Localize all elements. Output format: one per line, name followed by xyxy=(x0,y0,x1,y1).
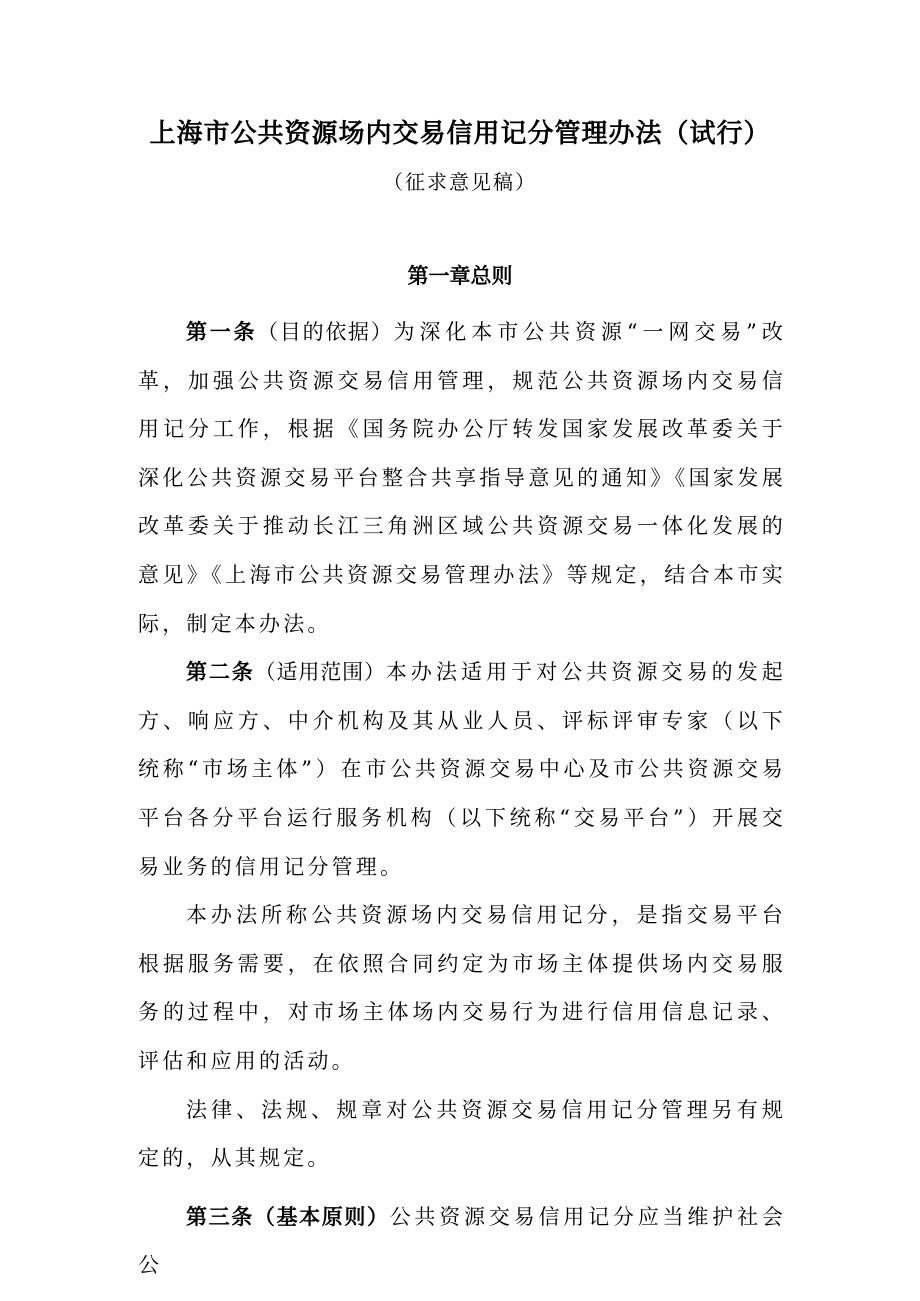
article-2-label: 第二条 xyxy=(186,660,255,685)
article-1-heading: （目的依据） xyxy=(257,320,394,344)
document-body xyxy=(138,308,786,1290)
article-3-label: 第三条 xyxy=(186,1204,254,1229)
article-3-text: 公共资源交易信用记分应当维护社会公 xyxy=(138,1204,787,1278)
document-title: 上海市公共资源场内交易信用记分管理办法（试行） xyxy=(149,119,771,149)
article-1-label: 第一条 xyxy=(186,320,258,344)
article-2 xyxy=(138,648,786,891)
article-3-heading: （基本原则） xyxy=(253,1204,390,1229)
document-subtitle: （征求意见稿） xyxy=(383,170,537,194)
article-2-paragraph-3: 法律、法规、规章对公共资源交易信用记分管理另有规定的，从其规定。 xyxy=(138,1097,786,1171)
article-2-text: 本办法适用于对公共资源交易的发起方、响应方、中介机构及其从业人员、评标评审专家（以下统称“市场主体”）在市公共资源交易中心及市公共资源交易平台各分平台运行服务机构（以下统称“交易平台”）开展交易业务的信用记分管理。 xyxy=(138,660,787,879)
article-2-paragraph-2: 本办法所称公共资源场内交易信用记分，是指交易平台根据服务需要，在依照合同约定为市场主体提供场内交易服务的过程中，对市场主体场内交易行为进行信用信息记录、评估和应用的活动。 xyxy=(138,903,786,1073)
chapter-heading: 第一章总则 xyxy=(407,264,513,288)
article-1-text: 为深化本市公共资源“一网交易”改革，加强公共资源交易信用管理，规范公共资源场内交易信用记分工作，根据《国务院办公厅转发国家发展改革委关于深化公共资源交易平台整合共享指导意见的通知》《国家发展改革委关于推动长江三角洲区域公共资源交易一体化发展的意见》《上海市公共资源交易管理办法》等规定，结合本市实际，制定本办法。 xyxy=(138,320,787,636)
paragraph-gap xyxy=(138,1183,786,1193)
article-3 xyxy=(138,1193,786,1290)
article-1 xyxy=(138,308,786,648)
article-2-heading: （适用范围） xyxy=(254,660,386,685)
